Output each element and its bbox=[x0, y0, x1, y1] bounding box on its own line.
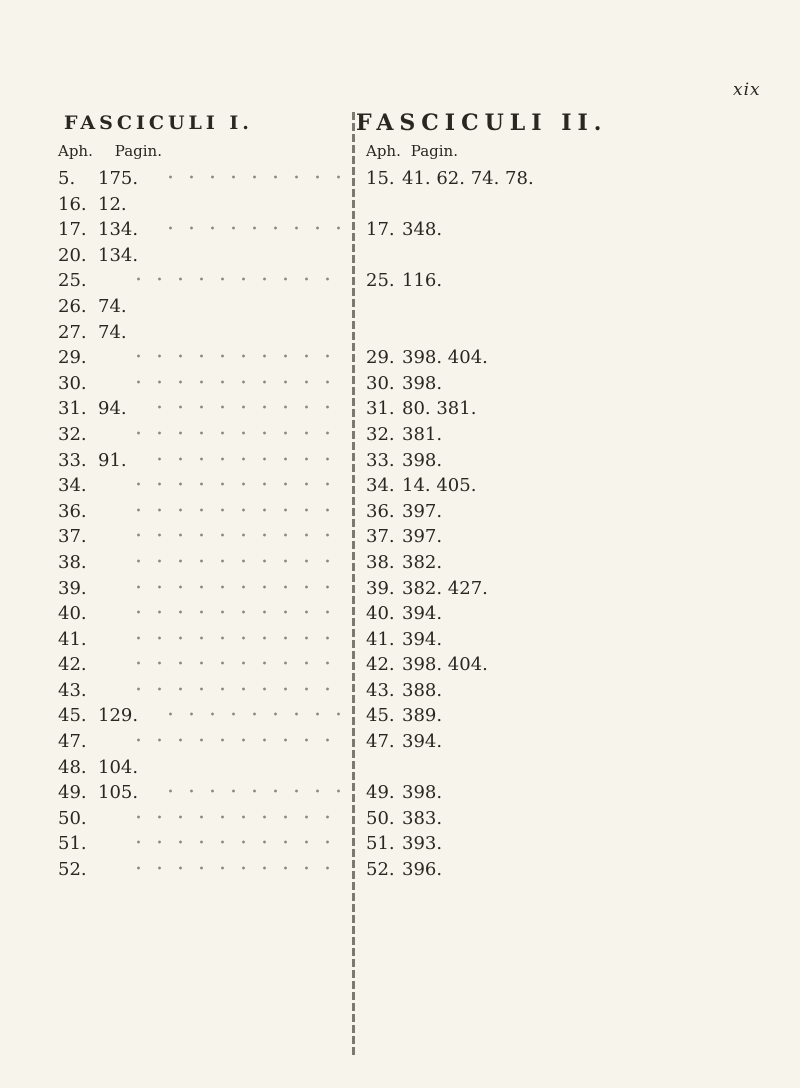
dot-leader bbox=[128, 277, 340, 281]
page-reference: 398. 404. bbox=[402, 347, 488, 369]
aphorism-number: 32. bbox=[58, 423, 87, 445]
aphorism-number: 34. bbox=[366, 475, 395, 497]
page-reference: 397. bbox=[402, 526, 443, 548]
page-reference: 129. bbox=[98, 705, 139, 727]
aphorism-number: 50. bbox=[58, 807, 87, 829]
aphorism-number: 27. bbox=[58, 321, 87, 343]
index-row bbox=[58, 320, 348, 346]
aphorism-number: 32. bbox=[366, 423, 395, 445]
index-row bbox=[58, 294, 348, 320]
aphorism-number: 17. bbox=[58, 219, 87, 241]
aphorism-number: 31. bbox=[58, 398, 87, 420]
section-title-left: FASCICULI I. bbox=[64, 112, 253, 134]
header-pagin: Pagin. bbox=[410, 142, 458, 160]
index-row bbox=[58, 524, 348, 550]
aphorism-number: 37. bbox=[366, 526, 395, 548]
aphorism-number: 36. bbox=[58, 500, 87, 522]
aphorism-number: 25. bbox=[58, 270, 87, 292]
index-row bbox=[356, 703, 776, 729]
dot-leader bbox=[160, 175, 340, 179]
aphorism-number: 33. bbox=[366, 449, 395, 471]
aphorism-number: 25. bbox=[366, 270, 395, 292]
index-row bbox=[356, 780, 776, 806]
index-row bbox=[58, 499, 348, 525]
aphorism-number: 36. bbox=[366, 500, 395, 522]
dot-leader bbox=[128, 431, 340, 435]
index-row bbox=[58, 243, 348, 269]
column-header-left bbox=[58, 142, 348, 162]
page-reference: 398. 404. bbox=[402, 654, 488, 676]
dot-leader bbox=[128, 559, 340, 563]
index-row bbox=[356, 857, 776, 883]
aphorism-number: 40. bbox=[58, 603, 87, 625]
page-reference: 397. bbox=[402, 500, 443, 522]
dot-leader bbox=[160, 789, 340, 793]
index-row bbox=[356, 192, 776, 218]
dot-leader bbox=[149, 457, 340, 461]
aphorism-number: 39. bbox=[366, 577, 395, 599]
index-row bbox=[356, 550, 776, 576]
aphorism-number: 51. bbox=[58, 833, 87, 855]
index-row bbox=[356, 320, 776, 346]
aphorism-number: 38. bbox=[58, 551, 87, 573]
page-reference: 398. bbox=[402, 449, 443, 471]
page-reference: 348. bbox=[402, 219, 443, 241]
dot-leader bbox=[128, 636, 340, 640]
index-row bbox=[356, 371, 776, 397]
index-row bbox=[356, 422, 776, 448]
dot-leader bbox=[128, 610, 340, 614]
aphorism-number: 16. bbox=[58, 193, 87, 215]
index-row bbox=[58, 703, 348, 729]
page-reference: 14. 405. bbox=[402, 475, 477, 497]
aphorism-number: 29. bbox=[58, 347, 87, 369]
index-row bbox=[356, 166, 776, 192]
index-list-right bbox=[356, 166, 776, 883]
aphorism-number: 26. bbox=[58, 295, 87, 317]
aphorism-number: 47. bbox=[366, 731, 395, 753]
dot-leader bbox=[128, 482, 340, 486]
dot-leader bbox=[128, 508, 340, 512]
index-row bbox=[58, 831, 348, 857]
index-row bbox=[356, 268, 776, 294]
page-reference: 80. 381. bbox=[402, 398, 477, 420]
index-row bbox=[58, 780, 348, 806]
index-row bbox=[58, 268, 348, 294]
column-header-right bbox=[356, 142, 776, 162]
aphorism-number: 52. bbox=[58, 859, 87, 881]
aphorism-number: 30. bbox=[58, 372, 87, 394]
aphorism-number: 39. bbox=[58, 577, 87, 599]
index-row bbox=[58, 729, 348, 755]
index-row bbox=[356, 396, 776, 422]
aphorism-number: 42. bbox=[58, 654, 87, 676]
aphorism-number: 45. bbox=[58, 705, 87, 727]
header-pagin: Pagin. bbox=[114, 142, 162, 160]
index-row bbox=[58, 345, 348, 371]
aphorism-number: 38. bbox=[366, 551, 395, 573]
aphorism-number: 30. bbox=[366, 372, 395, 394]
dot-leader bbox=[149, 405, 340, 409]
dot-leader bbox=[128, 687, 340, 691]
index-row bbox=[356, 524, 776, 550]
index-row bbox=[58, 217, 348, 243]
index-row bbox=[58, 652, 348, 678]
index-row bbox=[356, 294, 776, 320]
dot-leader bbox=[128, 840, 340, 844]
page-number: xix bbox=[733, 80, 761, 100]
index-list-left bbox=[58, 166, 348, 883]
index-row bbox=[58, 192, 348, 218]
index-row bbox=[58, 755, 348, 781]
dot-leader bbox=[160, 712, 340, 716]
index-row bbox=[356, 729, 776, 755]
column-fasciculi-1 bbox=[58, 110, 348, 883]
column-divider bbox=[352, 112, 355, 1057]
dot-leader bbox=[160, 226, 340, 230]
index-row bbox=[58, 857, 348, 883]
index-row bbox=[58, 550, 348, 576]
section-title-right: FASCICULI II. bbox=[356, 110, 608, 136]
page-reference: 116. bbox=[402, 270, 443, 292]
index-row bbox=[356, 499, 776, 525]
aphorism-number: 40. bbox=[366, 603, 395, 625]
index-row bbox=[356, 652, 776, 678]
dot-leader bbox=[128, 380, 340, 384]
aphorism-number: 50. bbox=[366, 807, 395, 829]
index-row bbox=[356, 448, 776, 474]
page-reference: 396. bbox=[402, 859, 443, 881]
page-reference: 134. bbox=[98, 219, 139, 241]
aphorism-number: 52. bbox=[366, 859, 395, 881]
page-reference: 383. bbox=[402, 807, 443, 829]
aphorism-number: 51. bbox=[366, 833, 395, 855]
aphorism-number: 20. bbox=[58, 244, 87, 266]
aphorism-number: 49. bbox=[58, 782, 87, 804]
page-reference: 104. bbox=[98, 756, 139, 778]
aphorism-number: 15. bbox=[366, 168, 395, 189]
aphorism-number: 45. bbox=[366, 705, 395, 727]
index-row bbox=[356, 627, 776, 653]
page-reference: 381. bbox=[402, 423, 443, 445]
page-reference: 91. bbox=[98, 449, 127, 471]
page-reference: 134. bbox=[98, 244, 139, 266]
index-row bbox=[356, 601, 776, 627]
dot-leader bbox=[128, 866, 340, 870]
aphorism-number: 49. bbox=[366, 782, 395, 804]
page-reference: 398. bbox=[402, 782, 443, 804]
index-row bbox=[356, 473, 776, 499]
index-row bbox=[356, 678, 776, 704]
page-reference: 389. bbox=[402, 705, 443, 727]
header-aph: Aph. bbox=[366, 142, 401, 160]
index-row bbox=[58, 473, 348, 499]
aphorism-number: 47. bbox=[58, 731, 87, 753]
index-row bbox=[356, 806, 776, 832]
index-row bbox=[356, 755, 776, 781]
index-row bbox=[58, 448, 348, 474]
aphorism-number: 34. bbox=[58, 475, 87, 497]
page-reference: 393. bbox=[402, 833, 443, 855]
page-reference: 105. bbox=[98, 782, 139, 804]
index-row bbox=[356, 831, 776, 857]
dot-leader bbox=[128, 585, 340, 589]
dot-leader bbox=[128, 661, 340, 665]
column-fasciculi-2 bbox=[356, 110, 776, 883]
index-row bbox=[356, 345, 776, 371]
page-reference: 74. bbox=[98, 321, 127, 343]
index-row bbox=[58, 601, 348, 627]
aphorism-number: 42. bbox=[366, 654, 395, 676]
aphorism-number: 29. bbox=[366, 347, 395, 369]
aphorism-number: 48. bbox=[58, 756, 87, 778]
aphorism-number: 33. bbox=[58, 449, 87, 471]
page-reference: 74. bbox=[98, 295, 127, 317]
index-row bbox=[58, 166, 348, 192]
page-reference: 394. bbox=[402, 603, 443, 625]
page-reference: 394. bbox=[402, 731, 443, 753]
index-row bbox=[356, 243, 776, 269]
header-aph: Aph. bbox=[58, 142, 93, 160]
aphorism-number: 5. bbox=[58, 168, 76, 189]
index-row bbox=[58, 806, 348, 832]
dot-leader bbox=[128, 533, 340, 537]
page-reference: 394. bbox=[402, 628, 443, 650]
index-row bbox=[58, 396, 348, 422]
index-row bbox=[356, 217, 776, 243]
page-reference: 398. bbox=[402, 372, 443, 394]
dot-leader bbox=[128, 354, 340, 358]
page-reference: 382. 427. bbox=[402, 577, 488, 599]
index-row bbox=[356, 576, 776, 602]
index-row bbox=[58, 576, 348, 602]
aphorism-number: 41. bbox=[366, 628, 395, 650]
page-reference: 175. bbox=[98, 168, 139, 189]
page-reference: 12. bbox=[98, 193, 127, 215]
aphorism-number: 37. bbox=[58, 526, 87, 548]
page-reference: 94. bbox=[98, 398, 127, 420]
aphorism-number: 43. bbox=[58, 679, 87, 701]
index-row bbox=[58, 371, 348, 397]
index-row bbox=[58, 422, 348, 448]
page-reference: 388. bbox=[402, 679, 443, 701]
index-row bbox=[58, 678, 348, 704]
aphorism-number: 41. bbox=[58, 628, 87, 650]
aphorism-number: 43. bbox=[366, 679, 395, 701]
page-reference: 382. bbox=[402, 551, 443, 573]
index-row bbox=[58, 627, 348, 653]
page-reference: 41. 62. 74. 78. bbox=[402, 168, 534, 189]
dot-leader bbox=[128, 815, 340, 819]
aphorism-number: 17. bbox=[366, 219, 395, 241]
aphorism-number: 31. bbox=[366, 398, 395, 420]
dot-leader bbox=[128, 738, 340, 742]
